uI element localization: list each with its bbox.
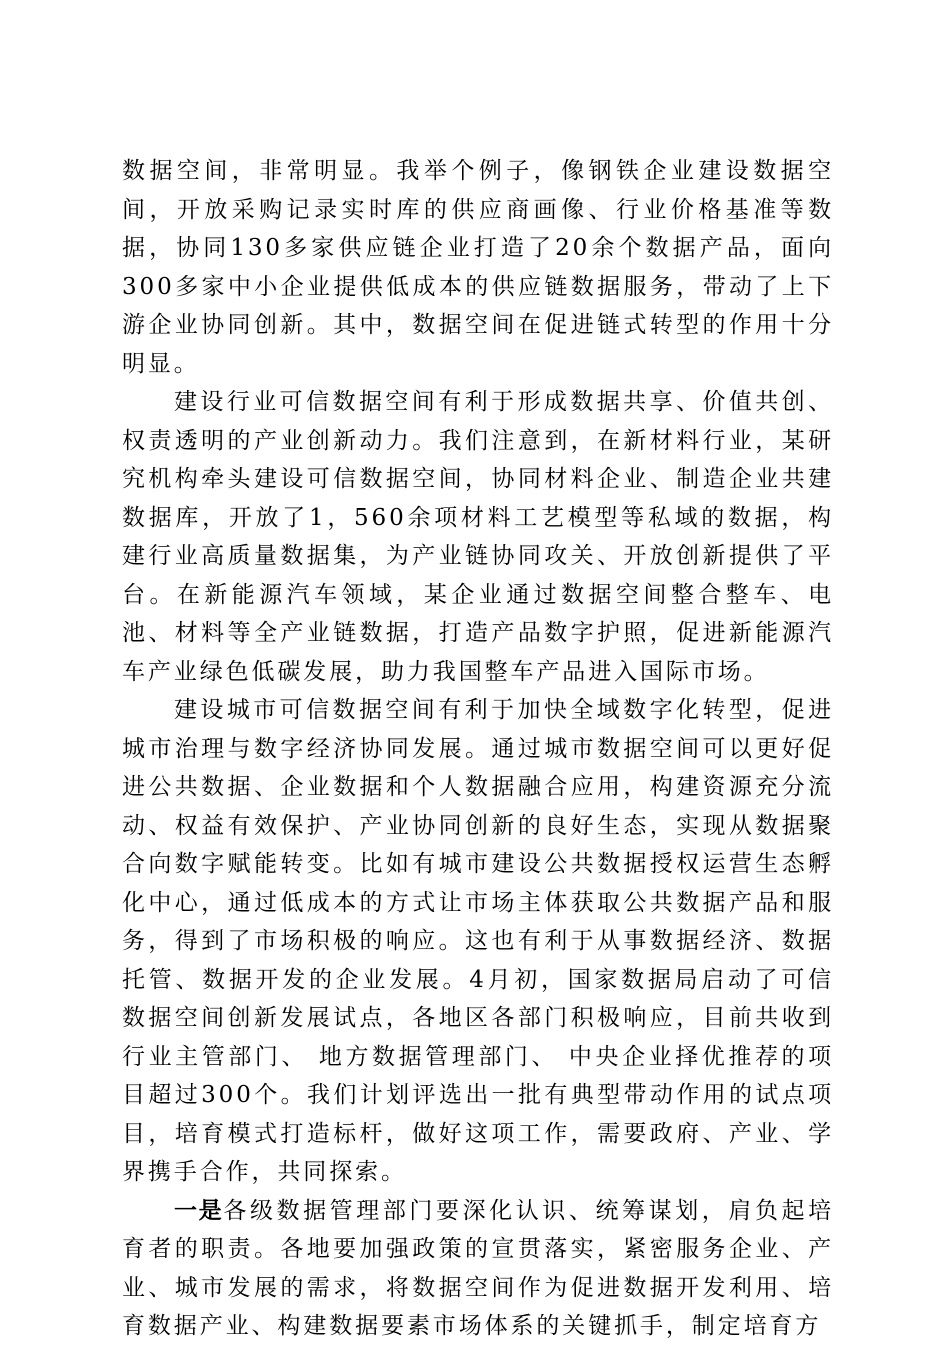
paragraph-city-data-space xyxy=(122,691,834,1192)
document-body xyxy=(122,152,834,1346)
paragraph-steel-example xyxy=(122,152,834,383)
paragraph-point-one xyxy=(122,1192,834,1346)
paragraph-lead: 一是 xyxy=(174,1196,224,1224)
paragraph-text: 数据空间，非常明显。我举个例子，像钢铁企业建设数据空间，开放采购记录实时库的供应商画像、行业价格基准等数据，协同130多家供应链企业打造了20余个数据产品，面向300多家中小企业提供低成本的供应链数据服务，带动了上下游企业协同创新。其中，数据空间在促进链式转型的作用十分明显。 xyxy=(122,158,834,377)
paragraph-text: 建设城市可信数据空间有利于加快全域数字化转型，促进城市治理与数字经济协同发展。通过城市数据空间可以更好促进公共数据、企业数据和个人数据融合应用，构建资源充分流动、权益有效保护、产业协同创新的良好生态，实现从数据聚合向数字赋能转变。比如有城市建设公共数据授权运营生态孵化中心，通过低成本的方式让市场主体获取公共数据产品和服务，得到了市场积极的响应。这也有利于从事数据经济、数据托管、数据开发的企业发展。4月初，国家数据局启动了可信数据空间创新发展试点，各地区各部门积极响应，目前共收到行业主管部门、 地方数据管理部门、 中央企业择优推荐的项目超过300个。我们计划评选出一批有典型带动作用的试点项目，培育模式打造标杆，做好这项工作，需要政府、产业、学界携手合作，共同探索。 xyxy=(122,697,834,1185)
paragraph-text: 建设行业可信数据空间有利于形成数据共享、价值共创、权责透明的产业创新动力。我们注意到，在新材料行业，某研究机构牵头建设可信数据空间，协同材料企业、制造企业共建数据库，开放了1，560余项材料工艺模型等私域的数据，构建行业高质量数据集，为产业链协同攻关、开放创新提供了平台。在新能源汽车领域，某企业通过数据空间整合整车、电池、材料等全产业链数据，打造产品数字护照，促进新能源汽车产业绿色低碳发展，助力我国整车产品进入国际市场。 xyxy=(122,389,834,685)
paragraph-industry-data-space xyxy=(122,383,834,691)
paragraph-text: 各级数据管理部门要深化认识、统筹谋划，肩负起培育者的职责。各地要加强政策的宣贯落实，紧密服务企业、产业、城市发展的需求，将数据空间作为促进数据开发利用、培育数据产业、构建数据要素市场体系的关键抓手，制定培育方 xyxy=(122,1197,834,1339)
